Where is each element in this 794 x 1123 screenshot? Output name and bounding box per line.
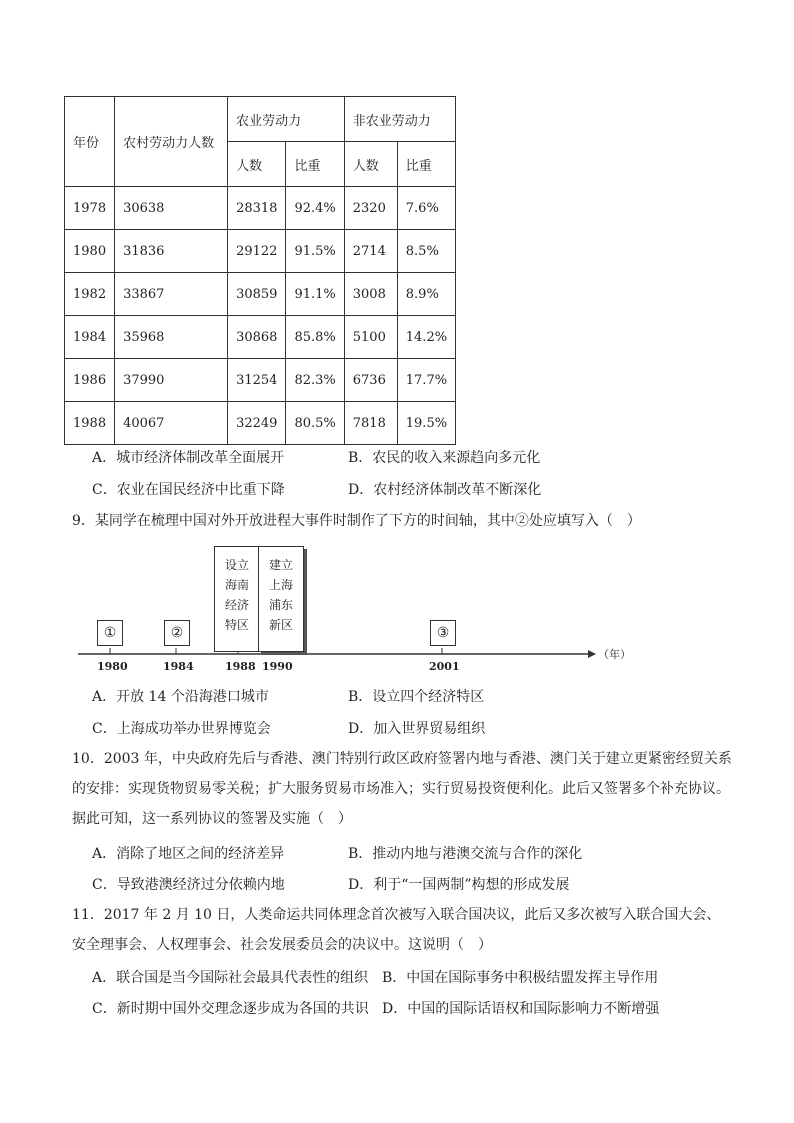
cell-agri-ratio: 82.3% <box>286 359 344 402</box>
table-row <box>65 402 456 445</box>
q8-option-a[interactable]: A．城市经济体制改革全面展开 <box>92 450 285 466</box>
header-nonagri-ratio: 比重 <box>397 142 455 187</box>
cell-nonagri-count: 2714 <box>344 230 397 273</box>
q11-option-c[interactable]: C．新时期中国外交理念逐步成为各国的共识 <box>92 1001 369 1017</box>
table-row <box>65 359 456 402</box>
cell-agri-ratio: 92.4% <box>286 187 344 230</box>
labor-table <box>64 96 456 445</box>
cell-nonagri-ratio: 8.9% <box>397 273 455 316</box>
cell-year: 1984 <box>65 316 115 359</box>
cell-total: 30638 <box>115 187 228 230</box>
header-rural-labor: 农村劳动力人数 <box>115 97 228 187</box>
q11-option-a[interactable]: A．联合国是当今国际社会最具代表性的组织 <box>92 970 369 986</box>
cell-agri-count: 28318 <box>228 187 286 230</box>
cell-agri-count: 30868 <box>228 316 286 359</box>
cell-total: 35968 <box>115 316 228 359</box>
cell-year: 1986 <box>65 359 115 402</box>
timeline-year-1980: 1980 <box>97 660 128 673</box>
cell-year: 1980 <box>65 230 115 273</box>
timeline-year-1984: 1984 <box>163 660 194 673</box>
q11-option-d[interactable]: D．中国的国际话语权和国际影响力不断增强 <box>382 1001 660 1017</box>
cell-nonagri-ratio: 19.5% <box>397 402 455 445</box>
timeline-unit: （年） <box>598 648 631 661</box>
table-row <box>65 230 456 273</box>
q9-stem: 9．某同学在梳理中国对外开放进程大事件时制作了下方的时间轴，其中②处应填写入（ ） <box>72 513 641 529</box>
header-nonagri: 非农业劳动力 <box>344 97 455 142</box>
q9-option-d[interactable]: D．加入世界贸易组织 <box>348 721 486 737</box>
timeline-event-hainan: 设立 海南 经济 特区 <box>214 546 260 652</box>
header-agri: 农业劳动力 <box>228 97 345 142</box>
q10-option-d[interactable]: D．利于“一国两制”构想的形成发展 <box>348 877 570 893</box>
cell-nonagri-ratio: 7.6% <box>397 187 455 230</box>
cell-total: 31836 <box>115 230 228 273</box>
q8-option-b[interactable]: B．农民的收入来源趋向多元化 <box>348 450 541 466</box>
q11-option-b[interactable]: B．中国在国际事务中积极结盟发挥主导作用 <box>382 970 659 986</box>
cell-agri-ratio: 80.5% <box>286 402 344 445</box>
table-row <box>65 316 456 359</box>
q9-option-a[interactable]: A．开放 14 个沿海港口城市 <box>92 689 269 705</box>
cell-agri-count: 29122 <box>228 230 286 273</box>
timeline-marker-1: ① <box>97 620 123 646</box>
timeline-axis <box>78 646 598 662</box>
cell-agri-count: 30859 <box>228 273 286 316</box>
cell-agri-ratio: 91.1% <box>286 273 344 316</box>
timeline-year-1990: 1990 <box>262 660 293 673</box>
timeline-year-2001: 2001 <box>429 660 460 673</box>
cell-nonagri-count: 7818 <box>344 402 397 445</box>
q10-option-c[interactable]: C．导致港澳经济过分依赖内地 <box>92 877 285 893</box>
cell-total: 37990 <box>115 359 228 402</box>
q10-stem: 10．2003 年，中央政府先后与香港、澳门特别行政区政府签署内地与香港、澳门关于建立更紧密经贸关系的安排：实现货物贸易零关税；扩大服务贸易市场准入；实行贸易投资便利化。此后又签署多个补充协议。据此可知，这一系列协议的签署及实施（ ） <box>72 751 732 827</box>
q8-option-d[interactable]: D．农村经济体制改革不断深化 <box>348 482 542 498</box>
header-agri-count: 人数 <box>228 142 286 187</box>
cell-agri-ratio: 85.8% <box>286 316 344 359</box>
cell-agri-count: 31254 <box>228 359 286 402</box>
cell-nonagri-count: 5100 <box>344 316 397 359</box>
cell-nonagri-count: 2320 <box>344 187 397 230</box>
cell-year: 1978 <box>65 187 115 230</box>
q10-option-a[interactable]: A．消除了地区之间的经济差异 <box>92 846 285 862</box>
cell-total: 40067 <box>115 402 228 445</box>
cell-nonagri-ratio: 14.2% <box>397 316 455 359</box>
q10-option-b[interactable]: B．推动内地与港澳交流与合作的深化 <box>348 846 583 862</box>
cell-agri-ratio: 91.5% <box>286 230 344 273</box>
table-row <box>65 187 456 230</box>
header-agri-ratio: 比重 <box>286 142 344 187</box>
cell-nonagri-count: 3008 <box>344 273 397 316</box>
cell-agri-count: 32249 <box>228 402 286 445</box>
q8-option-c[interactable]: C．农业在国民经济中比重下降 <box>92 482 285 498</box>
timeline-year-1988: 1988 <box>225 660 256 673</box>
header-nonagri-count: 人数 <box>344 142 397 187</box>
cell-total: 33867 <box>115 273 228 316</box>
q11-stem: 11．2017 年 2 月 10 日，人类命运共同体理念首次被写入联合国决议，此后又多次被写入联合国大会、安全理事会、人权理事会、社会发展委员会的决议中。这说明（ ） <box>72 907 721 953</box>
cell-nonagri-ratio: 8.5% <box>397 230 455 273</box>
timeline-marker-2: ② <box>164 620 190 646</box>
cell-year: 1982 <box>65 273 115 316</box>
q9-option-b[interactable]: B．设立四个经济特区 <box>348 689 485 705</box>
cell-nonagri-count: 6736 <box>344 359 397 402</box>
q9-option-c[interactable]: C．上海成功举办世界博览会 <box>92 721 271 737</box>
cell-nonagri-ratio: 17.7% <box>397 359 455 402</box>
timeline-event-pudong: 建立 上海 浦东 新区 <box>258 546 304 652</box>
table-row <box>65 273 456 316</box>
cell-year: 1988 <box>65 402 115 445</box>
header-year: 年份 <box>65 97 115 187</box>
timeline-marker-3: ③ <box>430 620 456 646</box>
